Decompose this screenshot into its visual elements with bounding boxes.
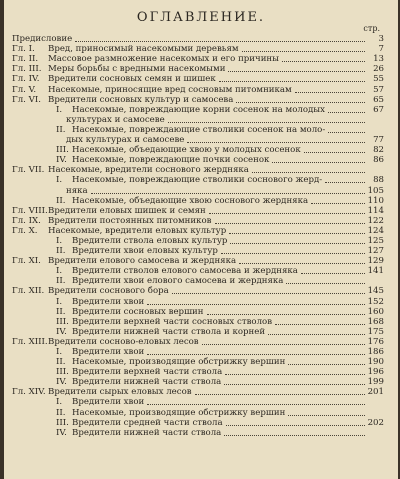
toc-entry-title: Насекомые, объедающие хвою у молодых сосенок <box>72 145 301 156</box>
dot-leader <box>301 273 365 274</box>
dot-leader <box>288 364 364 365</box>
toc-entry-page: 196 <box>367 367 384 378</box>
toc-entry-page: 77 <box>373 135 384 146</box>
dot-leader <box>228 71 365 72</box>
dot-leader <box>226 425 365 426</box>
toc-entry-number: I. <box>56 347 63 357</box>
toc-entry-page: 110 <box>367 195 384 206</box>
toc-entry <box>4 44 398 54</box>
dot-leader <box>304 152 365 153</box>
toc-entry-number: Гл. VIII. <box>12 205 48 216</box>
dot-leader <box>224 384 364 385</box>
toc-entry-page: 105 <box>367 185 384 196</box>
toc-entry <box>4 185 398 195</box>
toc-entry <box>4 64 398 74</box>
toc-entry-title: культурах и самосеве <box>66 114 165 125</box>
toc-entry <box>4 337 398 347</box>
toc-entry-title: Вредители еловых шишек и семян <box>48 205 206 216</box>
toc-entry-page: 152 <box>367 296 384 307</box>
toc-entry-number: IV. <box>56 377 67 388</box>
toc-entry <box>4 317 398 327</box>
toc-entry-title: Вредители средней части ствола <box>72 417 223 428</box>
dot-leader <box>207 314 365 315</box>
dot-leader <box>187 142 365 143</box>
dot-leader <box>328 132 365 133</box>
toc-entry-page: 201 <box>367 387 384 398</box>
toc-entry-number: Гл. X. <box>12 225 38 236</box>
dot-leader <box>215 223 365 224</box>
dot-leader <box>275 324 365 325</box>
toc-entry-number: Гл. IX. <box>12 215 41 226</box>
toc-entry-page: 202 <box>367 417 384 428</box>
toc-entry <box>4 145 398 155</box>
toc-entry-number: Гл. XII. <box>12 286 45 297</box>
toc-entry <box>4 296 398 306</box>
dot-leader <box>325 182 365 183</box>
toc-entry-number: III. <box>56 417 69 428</box>
toc-entry-number: Гл. II. <box>12 54 39 65</box>
toc-entry-title: Насекомые, повреждающие корни сосенок на молодых <box>72 104 325 115</box>
toc-entry-title: Вредители сосновых вершин <box>72 306 204 317</box>
toc-entry-title: Вредители сосновых семян и шишек <box>48 74 216 85</box>
toc-entry-page: 26 <box>373 64 384 75</box>
toc-entry-title: Вредители стволов елового самосева и жердняка <box>72 266 298 277</box>
toc-entry <box>4 266 398 276</box>
dot-leader <box>168 122 365 123</box>
toc-entry <box>4 286 398 296</box>
toc-entry-page: 3 <box>378 34 384 45</box>
dot-leader <box>91 193 365 194</box>
dot-leader <box>239 263 365 264</box>
toc-entry-number: Гл. XIII. <box>12 336 48 347</box>
toc-entry <box>4 175 398 185</box>
toc-entry <box>4 307 398 317</box>
dot-leader <box>147 304 364 305</box>
dot-leader <box>147 354 364 355</box>
toc-entry-page: 114 <box>367 205 384 216</box>
page-column-header: стр. <box>363 24 380 33</box>
toc-entry-page: 13 <box>373 54 384 65</box>
toc-entry-number: II. <box>56 246 66 257</box>
toc-entry <box>4 216 398 226</box>
dot-leader <box>224 435 365 436</box>
toc-entry-number: I. <box>56 104 63 115</box>
dot-leader <box>229 233 364 234</box>
dot-leader <box>172 293 365 294</box>
toc-entry-title: Вред, приносимый насекомыми деревьям <box>48 44 239 55</box>
toc-entry-page: 199 <box>367 377 384 388</box>
toc-entry <box>4 105 398 115</box>
dot-leader <box>230 243 364 244</box>
toc-entry-page: 88 <box>373 175 384 186</box>
toc-entry <box>4 387 398 397</box>
toc-entry-title: Вредители нижней части ствола <box>72 377 222 388</box>
dot-leader <box>286 283 365 284</box>
dot-leader <box>268 334 365 335</box>
toc-entry <box>4 84 398 94</box>
dot-leader <box>288 415 365 416</box>
toc-entry <box>4 165 398 175</box>
toc-entry <box>4 407 398 417</box>
toc-entry-title: Меры борьбы с вредными насекомыми <box>48 64 226 75</box>
toc-entry-page: 122 <box>367 215 384 226</box>
toc-entry <box>4 196 398 206</box>
toc-entry-title: Вредители постоянных питомников <box>48 215 212 226</box>
dot-leader <box>219 81 365 82</box>
toc-entry-number: III. <box>56 145 69 156</box>
toc-entry-title: Насекомые, повреждающие стволики сосенок на моло- <box>72 124 326 135</box>
table-of-contents <box>4 34 398 438</box>
toc-entry-number: Гл. VI. <box>12 94 41 105</box>
toc-entry-title: дых культурах и самосеве <box>66 135 185 146</box>
toc-entry-number: I. <box>56 397 63 408</box>
toc-entry-page: 168 <box>367 316 384 327</box>
toc-entry-title: Вредители верхней части ствола <box>72 367 223 378</box>
toc-entry-title: Насекомые, вредители еловых культур <box>48 225 227 236</box>
toc-entry-title: Вредители соснового бора <box>48 286 169 297</box>
toc-entry-number: IV. <box>56 326 67 337</box>
toc-entry-title: Вредители нижней части ствола <box>72 427 222 438</box>
toc-entry-number: Гл. III. <box>12 64 42 75</box>
toc-entry-title: Вредители хвои <box>72 296 145 307</box>
toc-entry-page: 7 <box>378 44 384 55</box>
toc-entry-page: 57 <box>373 84 384 95</box>
toc-entry <box>4 276 398 286</box>
toc-entry-page: 86 <box>373 155 384 166</box>
toc-entry-number: Гл. XI. <box>12 256 41 267</box>
toc-entry-title: Насекомые, приносящие вред сосновым питомникам <box>48 84 292 95</box>
toc-entry-page: 141 <box>367 266 384 277</box>
toc-entry <box>4 115 398 125</box>
toc-entry-page: 129 <box>367 256 384 267</box>
toc-entry-number: Гл. XIV. <box>12 387 46 398</box>
toc-entry-title: Вредители сырых еловых лесов <box>48 387 192 398</box>
dot-leader <box>225 374 364 375</box>
toc-entry-number: Гл. VII. <box>12 165 45 176</box>
toc-entry-title: Вредители ствола еловых культур <box>72 235 228 246</box>
toc-entry <box>4 206 398 216</box>
toc-entry-title: Насекомые, повреждающие стволики соснового жерд- <box>72 175 323 186</box>
dot-leader <box>272 162 365 163</box>
toc-entry <box>4 357 398 367</box>
toc-entry-page: 67 <box>373 104 384 115</box>
toc-entry-page: 125 <box>367 235 384 246</box>
toc-entry <box>4 367 398 377</box>
toc-entry-title: Насекомые, вредители соснового жердняка <box>48 165 249 176</box>
toc-entry <box>4 347 398 357</box>
dot-leader <box>328 112 365 113</box>
toc-entry <box>4 54 398 64</box>
toc-entry-number: IV. <box>56 427 67 438</box>
toc-entry-title: Насекомые, объедающие хвою соснового жердняка <box>72 195 309 206</box>
toc-entry-title: Вредители верхней части сосновых стволов <box>72 316 273 327</box>
toc-entry <box>4 397 398 407</box>
dot-leader <box>195 394 365 395</box>
toc-entry-number: II. <box>56 124 66 135</box>
dot-leader <box>242 51 365 52</box>
toc-entry-number: Гл. V. <box>12 84 37 95</box>
toc-entry <box>4 256 398 266</box>
toc-entry-page: 124 <box>367 225 384 236</box>
dot-leader <box>209 213 365 214</box>
toc-entry-page: 190 <box>367 357 384 368</box>
toc-entry-page: 160 <box>367 306 384 317</box>
toc-entry-title: Насекомые, повреждающие почки сосенок <box>72 155 270 166</box>
toc-entry-title: Вредители елового самосева и жердняка <box>48 256 237 267</box>
toc-entry-title: Вредители сосновых культур и самосева <box>48 94 234 105</box>
toc-entry-title: Вредители хвои <box>72 347 145 357</box>
toc-entry-page: 127 <box>367 246 384 257</box>
toc-entry <box>4 246 398 256</box>
toc-entry-page: 65 <box>373 94 384 105</box>
dot-leader <box>75 41 365 42</box>
toc-entry-page: 176 <box>367 336 384 347</box>
toc-entry-number: I. <box>56 296 63 307</box>
toc-entry-number: Гл. I. <box>12 44 35 55</box>
toc-entry-number: I. <box>56 175 63 186</box>
toc-entry-number: III. <box>56 316 69 327</box>
toc-entry-title: Вредители хвои <box>72 397 145 408</box>
toc-entry-number: III. <box>56 367 69 378</box>
toc-entry-title: Предисловие <box>12 34 73 45</box>
toc-entry-page: 82 <box>373 145 384 156</box>
toc-entry <box>4 327 398 337</box>
dot-leader <box>147 404 365 405</box>
toc-entry <box>4 135 398 145</box>
dot-leader <box>236 102 365 103</box>
page-title: ОГЛАВЛЕНИЕ. <box>136 10 266 25</box>
toc-entry-title: Вредители хвои елового самосева и жердняка <box>72 276 284 287</box>
toc-entry-number: I. <box>56 266 63 277</box>
toc-entry-title: Насекомые, производящие обстрижку вершин <box>72 357 286 368</box>
toc-entry <box>4 418 398 428</box>
toc-entry-page: 175 <box>367 326 384 337</box>
dot-leader <box>282 61 365 62</box>
dot-leader <box>295 92 365 93</box>
toc-entry-number: II. <box>56 276 66 287</box>
toc-entry <box>4 226 398 236</box>
toc-entry-title: Насекомые, производящие обстрижку вершин <box>72 407 286 418</box>
toc-entry <box>4 125 398 135</box>
toc-entry-number: II. <box>56 195 66 206</box>
toc-entry-number: IV. <box>56 155 67 166</box>
dot-leader <box>221 253 365 254</box>
toc-entry-page: 145 <box>367 286 384 297</box>
toc-entry-page: 186 <box>367 347 384 357</box>
toc-entry-page: 55 <box>373 74 384 85</box>
toc-entry <box>4 155 398 165</box>
toc-entry <box>4 428 398 438</box>
toc-entry-title: няка <box>66 185 88 196</box>
dot-leader <box>202 344 365 345</box>
toc-entry-title: Массовое размножение насекомых и его причины <box>48 54 279 65</box>
toc-entry <box>4 95 398 105</box>
toc-entry-title: Вредители нижней части ствола и корней <box>72 326 266 337</box>
dot-leader <box>311 203 365 204</box>
toc-entry-title: Вредители хвои еловых культур <box>72 246 218 257</box>
toc-entry-number: II. <box>56 306 66 317</box>
toc-entry-number: II. <box>56 407 66 418</box>
dot-leader <box>252 172 365 173</box>
toc-entry-number: II. <box>56 357 66 368</box>
toc-entry <box>4 377 398 387</box>
toc-entry-number: Гл. IV. <box>12 74 40 85</box>
book-page <box>4 0 398 479</box>
toc-entry-number: I. <box>56 235 63 246</box>
toc-entry <box>4 236 398 246</box>
toc-entry-title: Вредители сосново-еловых лесов <box>48 336 199 347</box>
toc-entry <box>4 34 398 44</box>
toc-entry <box>4 74 398 84</box>
